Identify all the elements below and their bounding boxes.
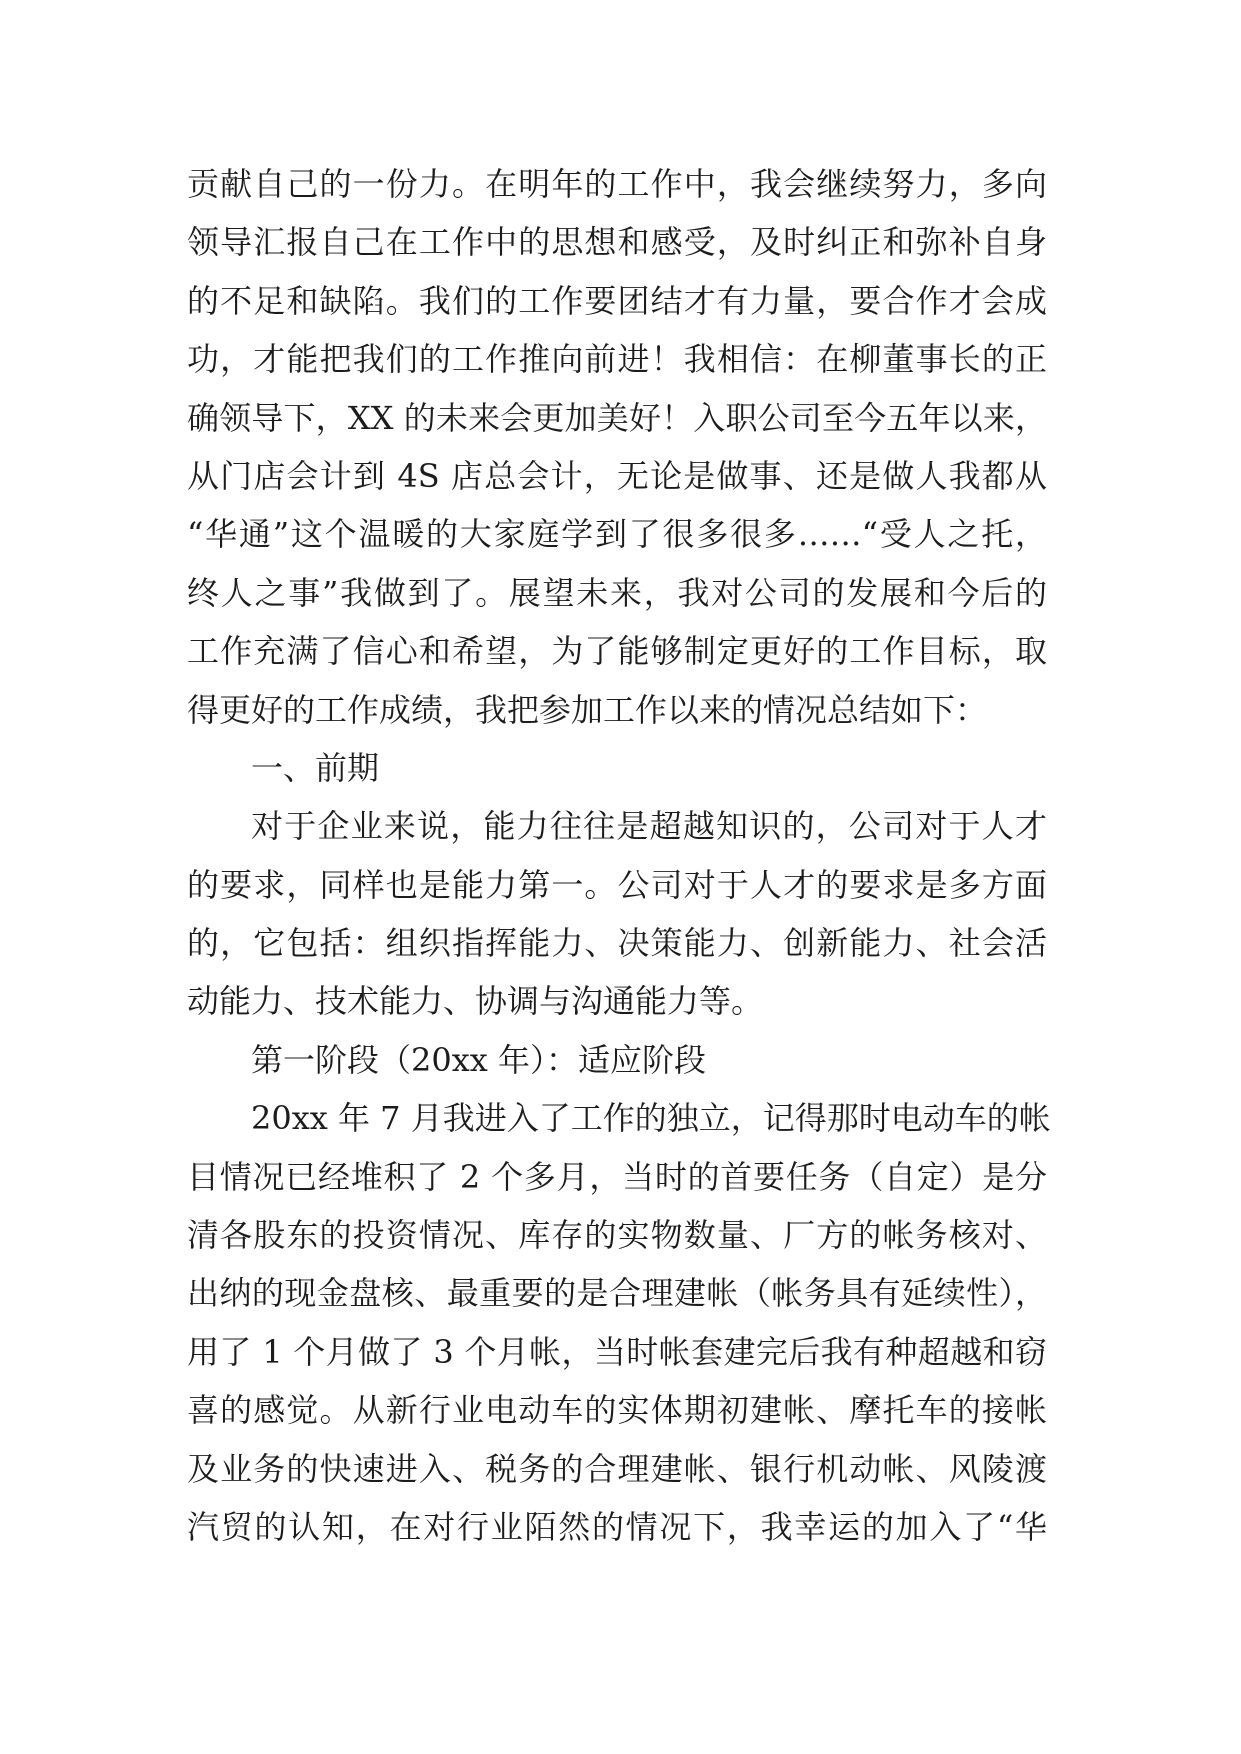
text-line: “华通”这个温暖的大家庭学到了很多很多……“受人之托，	[187, 515, 1047, 554]
text-line: 动能力、技术能力、协调与沟通能力等。	[187, 982, 764, 1021]
document-body	[187, 155, 1051, 1556]
text-line: 对于企业来说，能力往往是超越知识的，公司对于人才	[251, 807, 1047, 846]
text-line: 第一阶段（20xx 年）：适应阶段	[251, 1040, 706, 1079]
text-line: 功，才能把我们的工作推向前进！我相信：在柳董事长的正	[187, 340, 1047, 379]
text-line: 终人之事”我做到了。展望未来，我对公司的发展和今后的	[187, 573, 1047, 612]
text-line: 的，它包括：组织指挥能力、决策能力、创新能力、社会活	[187, 924, 1047, 963]
text-line: 的要求，同样也是能力第一。公司对于人才的要求是多方面	[187, 865, 1047, 904]
text-line: 确领导下，XX 的未来会更加美好！入职公司至今五年以来，	[187, 398, 1047, 437]
text-line: 出纳的现金盘核、最重要的是合理建帐（帐务具有延续性），	[187, 1274, 1047, 1313]
text-line: 目情况已经堆积了 2 个多月，当时的首要任务（自定）是分	[187, 1157, 1047, 1196]
text-line: 及业务的快速进入、税务的合理建帐、银行机动帐、风陵渡	[187, 1449, 1047, 1488]
text-line: 领导汇报自己在工作中的思想和感受，及时纠正和弥补自身	[187, 223, 1047, 262]
text-line: 喜的感觉。从新行业电动车的实体期初建帐、摩托车的接帐	[187, 1391, 1047, 1430]
text-line: 清各股东的投资情况、库存的实物数量、厂方的帐务核对、	[187, 1216, 1047, 1255]
text-line: 用了 1 个月做了 3 个月帐，当时帐套建完后我有种超越和窃	[187, 1332, 1047, 1371]
text-line: 的不足和缺陷。我们的工作要团结才有力量，要合作才会成	[187, 281, 1047, 320]
text-line: 汽贸的认知，在对行业陌然的情况下，我幸运的加入了“华	[187, 1507, 1047, 1546]
text-line: 工作充满了信心和希望，为了能够制定更好的工作目标，取	[187, 632, 1047, 671]
text-line: 从门店会计到 4S 店总会计，无论是做事、还是做人我都从	[187, 456, 1047, 495]
text-line: 得更好的工作成绩，我把参加工作以来的情况总结如下：	[187, 690, 988, 729]
text-line: 贡献自己的一份力。在明年的工作中，我会继续努力，多向	[187, 165, 1047, 203]
text-line: 20xx 年 7 月我进入了工作的独立，记得那时电动车的帐	[251, 1099, 1051, 1138]
text-line: 一、前期	[251, 748, 380, 787]
